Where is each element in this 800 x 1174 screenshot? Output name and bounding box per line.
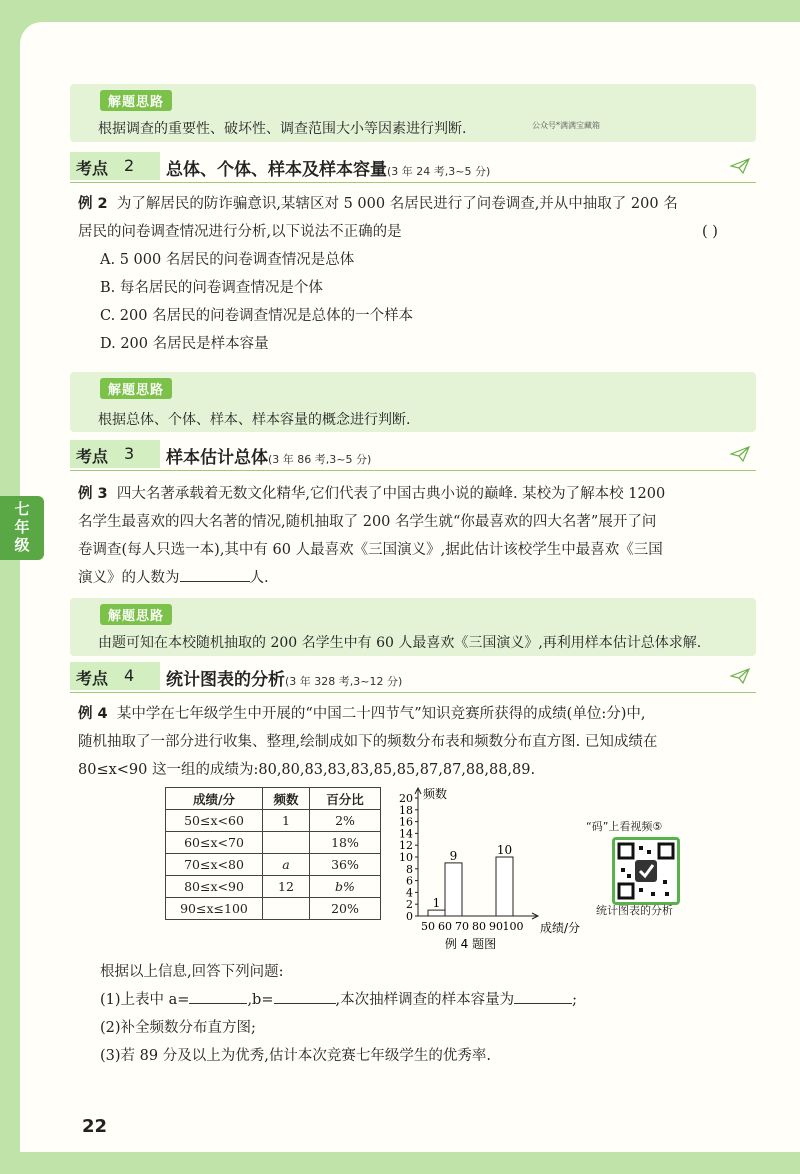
table-cell: 70≤x<80 <box>166 854 263 876</box>
bar-value-label: 10 <box>496 843 513 857</box>
example-2-line: 例 2 为了解居民的防诈骗意识,某辖区对 5 000 名居民进行了问卷调查,并从中抽取了 200 名 <box>78 196 678 212</box>
kd-title: 样本估计总体(3 年 86 考,3~5 分) <box>166 448 372 468</box>
table-row <box>166 876 381 898</box>
example-4-line: 例 4 某中学在七年级学生中开展的“中国二十四节气”知识竞赛所获得的成绩(单位:分)中, <box>78 706 646 722</box>
table-row <box>166 810 381 832</box>
kd-label: 考点 <box>76 447 109 466</box>
side-tab-char: 年 <box>14 518 30 536</box>
example-label: 例 2 <box>78 196 108 212</box>
kd-number: 3 <box>124 444 135 463</box>
y-tick-label: 2 <box>406 898 413 912</box>
example-3-line: 例 3 四大名著承载着无数文化精华,它们代表了中国古典小说的巅峰. 某校为了解本校 1200 <box>78 486 666 502</box>
x-tick-label: 60 <box>438 920 452 933</box>
table-cell: 36% <box>310 854 381 876</box>
table-cell <box>263 898 310 920</box>
table-cell: 18% <box>310 832 381 854</box>
answer-blank[interactable] <box>180 565 250 582</box>
table-row <box>166 898 381 920</box>
y-axis-label: 频数 <box>423 787 448 801</box>
kd-meta: (3 年 24 考,3~5 分) <box>387 165 491 178</box>
kd-meta: (3 年 86 考,3~5 分) <box>268 453 372 466</box>
table-cell: b% <box>310 876 381 898</box>
chart-caption: 例 4 题图 <box>444 937 497 951</box>
option-c[interactable]: C. 200 名居民的问卷调查情况是总体的一个样本 <box>100 308 414 324</box>
kd-label-box <box>70 440 160 468</box>
table-cell: 60≤x<70 <box>166 832 263 854</box>
y-tick-label: 10 <box>399 851 413 864</box>
questions-intro: 根据以上信息,回答下列问题: <box>100 964 284 980</box>
answer-blank-b[interactable] <box>274 987 336 1004</box>
kd-label: 考点 <box>76 669 109 688</box>
example-3-line: 演义》的人数为 人. <box>78 564 269 592</box>
y-tick-label: 0 <box>406 910 413 923</box>
frequency-histogram <box>386 784 596 956</box>
x-tick-label: 80 <box>472 920 486 933</box>
kd-title: 总体、个体、样本及样本容量(3 年 24 考,3~5 分) <box>166 160 491 180</box>
answer-blank-sample-size[interactable] <box>514 987 572 1004</box>
option-d[interactable]: D. 200 名居民是样本容量 <box>100 336 269 352</box>
bar-value-label: 9 <box>449 848 458 863</box>
question-3: (3)若 89 分及以上为优秀,估计本次竞赛七年级学生的优秀率. <box>100 1048 491 1064</box>
page-number: 22 <box>82 1116 108 1137</box>
solution-hint-tag: 解题思路 <box>100 90 172 111</box>
table-cell: 12 <box>263 876 310 898</box>
table-cell: 2% <box>310 810 381 832</box>
y-tick-label: 6 <box>406 874 413 888</box>
kd-meta: (3 年 328 考,3~12 分) <box>285 675 403 688</box>
y-tick-label: 14 <box>399 827 413 841</box>
paper-plane-icon <box>730 158 750 174</box>
side-tab-char: 七 <box>14 500 30 518</box>
table-cell: 50≤x<60 <box>166 810 263 832</box>
histogram-bar <box>496 857 513 916</box>
kd-label-box <box>70 662 160 690</box>
paper-plane-icon <box>730 446 750 462</box>
y-tick-label: 4 <box>406 886 413 900</box>
bar-value-label: 1 <box>432 896 441 911</box>
histogram-bar <box>428 910 445 916</box>
y-tick-label: 8 <box>406 862 413 876</box>
example-2-line: 居民的问卷调查情况进行分析,以下说法不正确的是 <box>78 224 402 240</box>
x-tick-label: 70 <box>455 920 469 933</box>
kd-number: 4 <box>124 666 135 685</box>
solution-hint-box <box>70 372 756 432</box>
table-header-row <box>166 788 381 810</box>
example-3-line: 名学生最喜欢的四大名著的情况,随机抽取了 200 名学生就“你最喜欢的四大名著”展开了问 <box>78 514 657 530</box>
qr-top-label: “码”上看视频⑤ <box>586 820 663 833</box>
x-tick-label: 50 <box>421 920 435 933</box>
solution-hint-text: 根据调查的重要性、破坏性、调查范围大小等因素进行判断. <box>98 121 467 137</box>
option-b[interactable]: B. 每名居民的问卷调查情况是个体 <box>100 280 323 296</box>
solution-hint-tag: 解题思路 <box>100 604 172 625</box>
kd-label: 考点 <box>76 159 109 178</box>
table-cell: 1 <box>263 810 310 832</box>
table-header: 百分比 <box>310 788 381 810</box>
solution-hint-box <box>70 598 756 656</box>
y-tick-label: 18 <box>399 803 413 817</box>
histogram-bar <box>445 863 462 916</box>
question-2: (2)补全频数分布直方图; <box>100 1020 256 1036</box>
qr-bottom-label: 统计图表的分析 <box>596 904 673 917</box>
answer-blank-a[interactable] <box>189 987 247 1004</box>
solution-hint-box <box>70 84 756 142</box>
table-cell: 80≤x<90 <box>166 876 263 898</box>
example-4-line: 随机抽取了一部分进行收集、整理,绘制成如下的频数分布表和频数分布直方图. 已知成绩在 <box>78 734 658 750</box>
example-4-line: 80≤x<90 这一组的成绩为:80,80,83,83,83,85,85,87,87,88,88,89. <box>78 762 536 778</box>
table-cell <box>263 832 310 854</box>
x-tick-label: 90 <box>489 920 503 933</box>
kd-label-box <box>70 152 160 180</box>
solution-hint-tag: 解题思路 <box>100 378 172 399</box>
table-cell: 20% <box>310 898 381 920</box>
solution-hint-text: 由题可知在本校随机抽取的 200 名学生中有 60 人最喜欢《三国演义》,再利用样本估计总体求解. <box>98 635 702 651</box>
table-header: 频数 <box>263 788 310 810</box>
y-tick-label: 20 <box>399 792 413 805</box>
qr-icon <box>615 840 677 902</box>
kd-number: 2 <box>124 156 135 175</box>
table-row <box>166 832 381 854</box>
y-tick-label: 16 <box>399 815 413 829</box>
side-tab-char: 级 <box>14 536 30 554</box>
grade-side-tab[interactable] <box>0 496 44 560</box>
solution-hint-text: 根据总体、个体、样本、样本容量的概念进行判断. <box>98 412 411 428</box>
answer-parentheses[interactable]: ( ) <box>702 224 718 240</box>
example-label: 例 3 <box>78 486 108 502</box>
watermark: 公众号*满满宝藏箱 <box>532 121 600 130</box>
x-tick-label: 100 <box>502 920 524 933</box>
y-tick-label: 12 <box>399 839 413 853</box>
knowledge-point-header <box>70 662 756 693</box>
kd-title: 统计图表的分析(3 年 328 考,3~12 分) <box>166 670 403 690</box>
knowledge-point-header <box>70 440 756 471</box>
question-1: (1)上表中 a= ,b= ,本次抽样调查的样本容量为 ; <box>100 986 577 1014</box>
qr-code[interactable] <box>612 837 680 905</box>
option-a[interactable]: A. 5 000 名居民的问卷调查情况是总体 <box>100 252 355 268</box>
table-cell: 90≤x≤100 <box>166 898 263 920</box>
frequency-table <box>165 787 381 920</box>
table-row <box>166 854 381 876</box>
table-header: 成绩/分 <box>166 788 263 810</box>
table-cell: a <box>263 854 310 876</box>
example-label: 例 4 <box>78 706 108 722</box>
paper-plane-icon <box>730 668 750 684</box>
x-axis-label: 成绩/分 <box>540 921 581 935</box>
example-3-line: 卷调查(每人只选一本),其中有 60 人最喜欢《三国演义》,据此估计该校学生中最喜欢《三国 <box>78 542 663 558</box>
knowledge-point-header <box>70 152 756 183</box>
